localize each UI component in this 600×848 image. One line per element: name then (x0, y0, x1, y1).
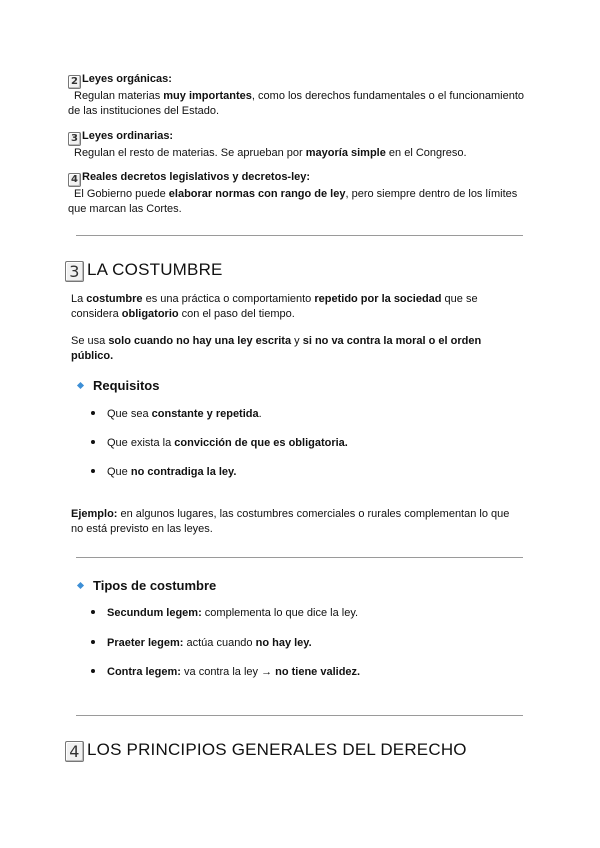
reales-decretos-heading (68, 170, 528, 187)
number-4-icon: 4 (68, 173, 81, 187)
divider-3 (76, 715, 523, 716)
ley-ordinaria-heading (68, 129, 528, 146)
section-4-number-icon: 4 (65, 741, 84, 762)
section-3-title: LA COSTUMBRE (87, 260, 223, 279)
tipo-item-1 (91, 606, 358, 620)
ley-ordinaria-text: Regulan el resto de materias. Se aprueban por mayoría simple en el Congreso. (74, 147, 467, 159)
reales-decretos-title: Reales decretos legislativos y decretos-ley: (82, 171, 311, 183)
requisito-item-3 (91, 465, 236, 479)
reales-decretos-text: El Gobierno puede elaborar normas con rango de ley, pero siempre dentro de los límites que marcan las Cortes. (68, 188, 518, 215)
bullet-icon (91, 469, 95, 473)
divider-1 (76, 235, 523, 236)
requisitos-heading (78, 378, 159, 394)
ley-ordinaria-block (68, 129, 528, 161)
bullet-icon (91, 440, 95, 444)
reales-decretos-block (68, 170, 528, 217)
requisito-text-2: Que exista la convicción de que es obligatoria. (107, 437, 348, 449)
bullet-icon (91, 610, 95, 614)
number-3-icon: 3 (68, 132, 81, 146)
tipos-heading (78, 578, 216, 594)
tipos-title: Tipos de costumbre (93, 578, 217, 593)
requisito-item-1 (91, 407, 262, 421)
requisito-text-1: Que sea constante y repetida. (107, 408, 262, 420)
tipo-text-3: Contra legem: va contra la ley → no tiene validez. (107, 666, 361, 678)
tipo-item-3 (91, 665, 360, 679)
ley-ordinaria-title: Leyes ordinarias: (82, 130, 174, 142)
tipo-text-2: Praeter legem: actúa cuando no hay ley. (107, 637, 312, 649)
costumbre-intro: La costumbre es una práctica o comportamiento repetido por la sociedad que se considera obligatorio con el paso del tiempo. (71, 293, 478, 320)
ley-organica-heading (68, 72, 528, 89)
bullet-icon (91, 411, 95, 415)
tipo-text-1: Secundum legem: complementa lo que dice la ley. (107, 607, 359, 619)
section-4-heading (65, 739, 467, 762)
diamond-bullet-icon (77, 582, 84, 589)
diamond-bullet-icon (77, 382, 84, 389)
requisitos-title: Requisitos (93, 378, 160, 393)
costumbre-uso: Se usa solo cuando no hay una ley escrita y si no va contra la moral o el orden público. (71, 335, 482, 362)
costumbre-ejemplo: Ejemplo: en algunos lugares, las costumbres comerciales o rurales complementan lo que no está previsto en las leyes. (71, 508, 510, 535)
ley-organica-block (68, 72, 528, 119)
ley-organica-title: Leyes orgánicas: (82, 73, 172, 85)
requisito-text-3: Que no contradiga la ley. (107, 466, 237, 478)
requisito-item-2 (91, 436, 348, 450)
ley-organica-text: Regulan materias muy importantes, como los derechos fundamentales o el funcionamiento de las instituciones del Estado. (68, 90, 525, 117)
section-3-number-icon: 3 (65, 261, 84, 282)
section-4-title: LOS PRINCIPIOS GENERALES DEL DERECHO (87, 740, 467, 759)
bullet-icon (91, 640, 95, 644)
tipo-item-2 (91, 636, 312, 650)
bullet-icon (91, 669, 95, 673)
divider-2 (76, 557, 523, 558)
section-3-heading (65, 259, 223, 282)
number-2-icon: 2 (68, 75, 81, 89)
